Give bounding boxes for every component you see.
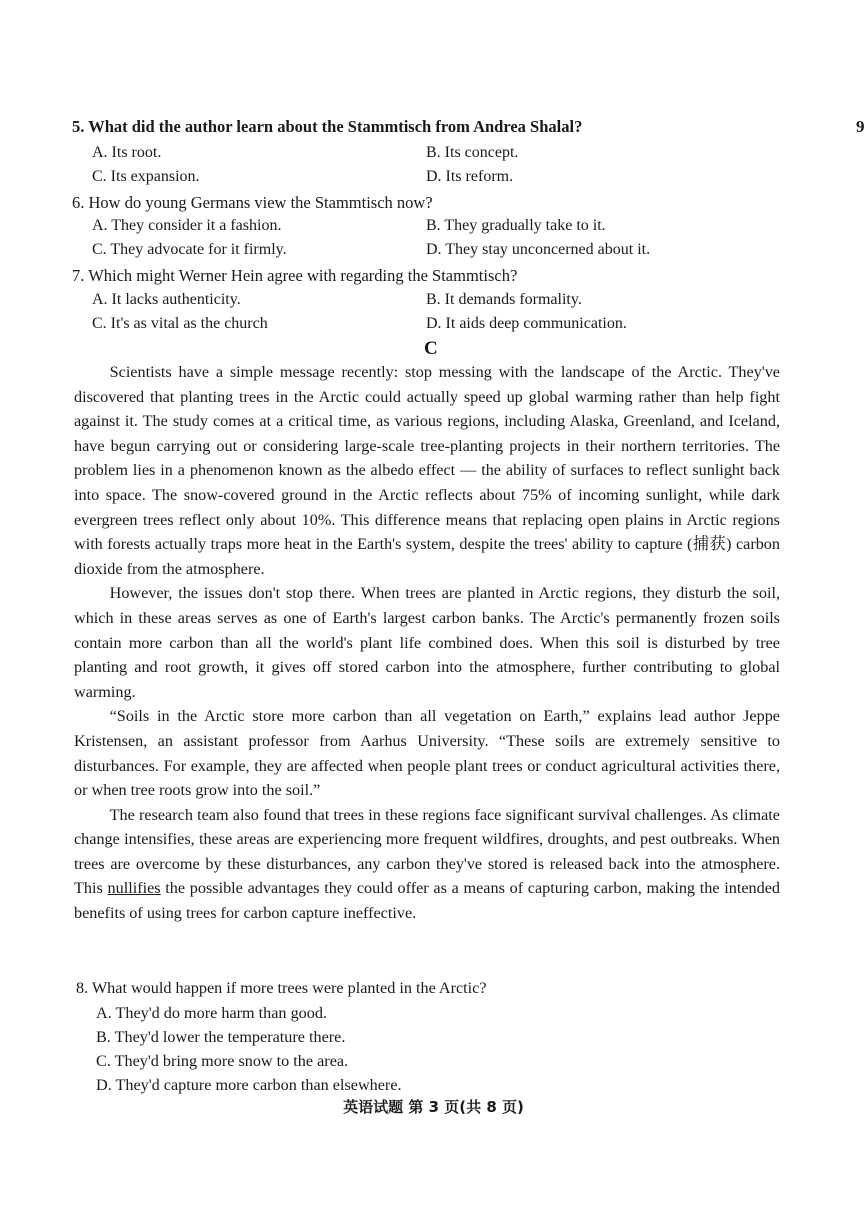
reading-passage-c [74,360,780,926]
question-8-option-b: B. They'd lower the temperature there. [96,1028,346,1046]
passage-paragraph-2: However, the issues don't stop there. When trees are planted in Arctic regions, they disturb the soil, which in these areas serves as one of Earth's largest carbon banks. The Arctic's permanently frozen soils contain more carbon than all the world's plant life combined does. When this soil is disturbed by tree planting and root growth, it gives off stored carbon into the atmosphere, further contributing to global warming. [74,584,780,701]
section-c-heading: C [424,338,438,359]
margin-page-mark: 9 [856,117,865,136]
question-5-option-c: C. Its expansion. [92,168,200,185]
question-5-option-d: D. Its reform. [426,168,514,185]
question-8-option-d: D. They'd capture more carbon than elsewhere. [96,1076,402,1094]
passage-paragraph-4 [74,803,780,926]
page-footer: 英语试题 第 3 页(共 8 页) [343,1098,524,1116]
question-7-option-c: C. It's as vital as the church [92,315,268,332]
question-7-stem: 7. Which might Werner Hein agree with regarding the Stammtisch? [72,266,518,285]
question-6-option-c: C. They advocate for it firmly. [92,241,287,258]
passage-paragraph-1: Scientists have a simple message recently: stop messing with the landscape of the Arctic. They've discovered that planting trees in the Arctic could actually speed up global warming rather than help fight against it. The study comes at a critical time, as various regions, including Alaska, Greenland, and Iceland, have begun carrying out or considering large-scale tree-planting projects in their northern territories. The problem lies in a phenomenon known as the albedo effect — the ability of surfaces to reflect sunlight back into space. The snow-covered ground in the Arctic reflects about 75% of incoming sunlight, while dark evergreen trees reflect only about 10%. This difference means that replacing open plains in Arctic regions with forests actually traps more heat in the Earth's system, despite the trees' ability to capture (捕获) carbon dioxide from the atmosphere. [74,363,780,578]
question-6-option-d: D. They stay unconcerned about it. [426,241,651,258]
question-5-stem: 5. What did the author learn about the Stammtisch from Andrea Shalal? [72,117,583,136]
question-8-option-c: C. They'd bring more snow to the area. [96,1052,349,1070]
question-7-option-a: A. It lacks authenticity. [92,291,241,308]
question-6-stem: 6. How do young Germans view the Stammtisch now? [72,193,433,212]
question-8-stem: 8. What would happen if more trees were planted in the Arctic? [76,979,487,997]
question-5-option-b: B. Its concept. [426,144,519,161]
question-7-option-b: B. It demands formality. [426,291,582,308]
question-6-option-b: B. They gradually take to it. [426,217,606,234]
question-5-option-a: A. Its root. [92,144,162,161]
question-7-option-d: D. It aids deep communication. [426,315,627,332]
paragraph-4-text-before: The research team also found that trees in these regions face significant survival challenges. As climate change intensifies, these areas are experiencing more frequent wildfires, droughts, and pest outbreaks. When trees are overcome by these disturbances, any carbon they've stored is released back into the atmosphere. This [74,805,780,898]
passage-paragraph-3: “Soils in the Arctic store more carbon than all vegetation on Earth,” explains lead author Jeppe Kristensen, an assistant professor from Aarhus University. “These soils are extremely sensitive to disturbances. For example, they are affected when people plant trees or conduct agricultural activities there, or when tree roots grow into the soil.” [74,707,780,800]
question-6-option-a: A. They consider it a fashion. [92,217,282,234]
paragraph-4-text-after: the possible advantages they could offer as a means of capturing carbon, making the intended benefits of using trees for carbon capture ineffective. [74,879,780,923]
question-8-option-a: A. They'd do more harm than good. [96,1004,327,1022]
underlined-word: nullifies [107,879,161,898]
